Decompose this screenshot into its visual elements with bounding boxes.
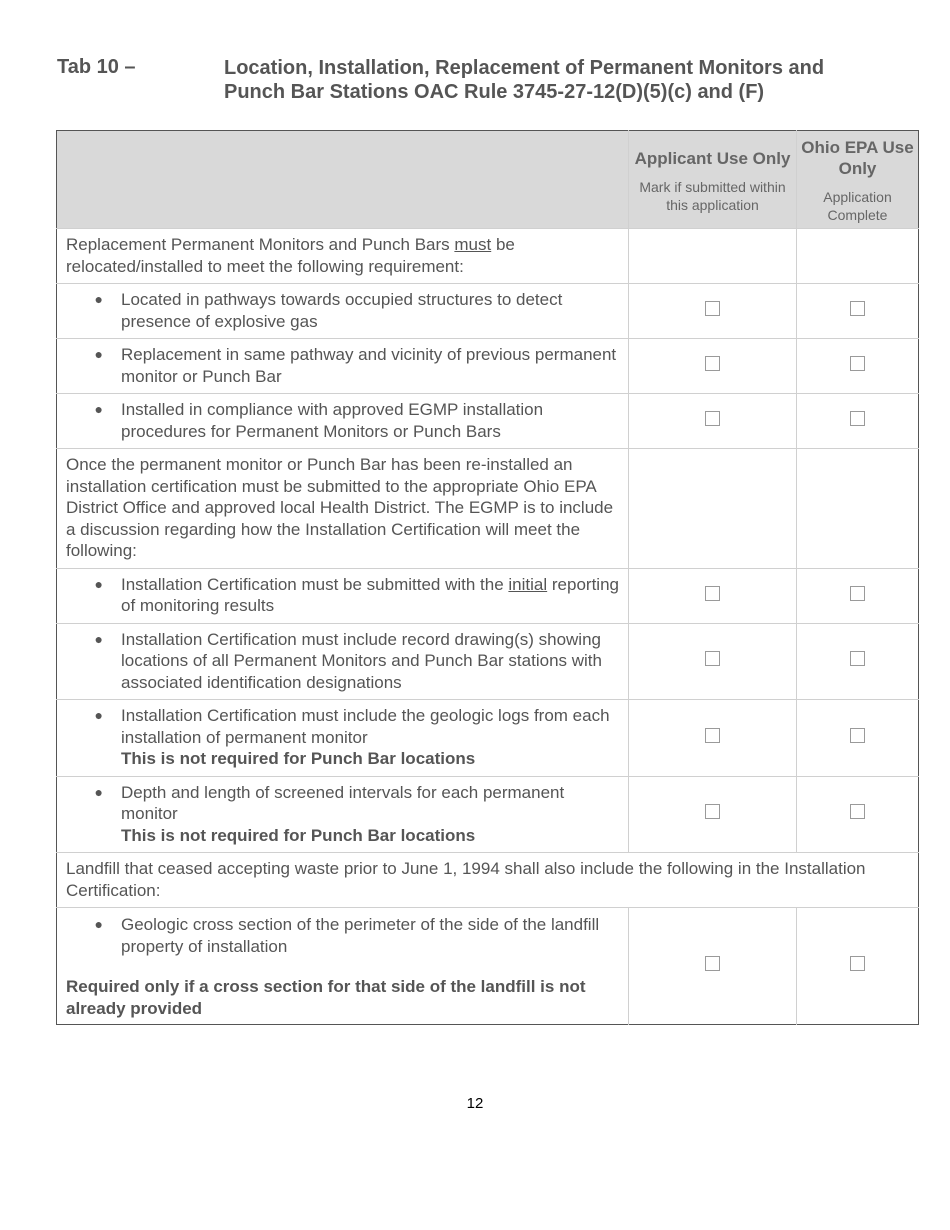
applicant-column-subtitle: Mark if submitted within this application [639,178,786,213]
page-number: 12 [466,1095,484,1112]
section2-intro: Once the permanent monitor or Punch Bar has been re-installed an installation certification must be submitted to the appropriate Ohio EPA District Office and approved local Health District. The EGMP is to include a discussion regarding how the Installation Certification will meet the following: [57,449,629,569]
applicant-column-title: Applicant Use Only [634,148,791,168]
empty-cell [629,229,797,284]
applicant-column-header [629,131,797,229]
epa-checkbox-cell [797,776,919,853]
applicant-checkbox-cell [629,339,797,394]
table-row [57,623,919,700]
empty-cell [797,449,919,569]
list-item: ● Installation Certification must include record drawing(s) showing locations of all Permanent Monitors and Punch Bar stations with associated identification designations [57,623,629,700]
bullet-icon: ● [94,575,103,592]
applicant-checkbox[interactable] [705,586,720,601]
table-row [57,568,919,623]
epa-checkbox[interactable] [850,356,865,371]
header-blank-cell [57,131,629,229]
title-line-2: Punch Bar Stations OAC Rule 3745-27-12(D)(5)(c) and (F) [224,81,765,103]
bullet-icon: ● [94,401,103,417]
applicant-checkbox[interactable] [705,356,720,371]
epa-column-subtitle: Application Complete [823,189,892,223]
applicant-checkbox-cell [629,700,797,777]
epa-column-header [797,131,919,229]
section1-intro: Replacement Permanent Monitors and Punch Bars must be relocated/installed to meet the following requirement: [57,229,629,284]
section3-intro-row [57,853,919,908]
epa-checkbox[interactable] [850,586,865,601]
table-row [57,339,919,394]
epa-checkbox-cell [797,623,919,700]
applicant-checkbox[interactable] [705,651,720,666]
applicant-checkbox-cell [629,776,797,853]
list-item: ● Replacement in same pathway and vicinity of previous permanent monitor or Punch Bar [57,339,629,394]
page-title [224,56,904,104]
epa-checkbox[interactable] [850,804,865,819]
bullet-icon: ● [94,916,103,932]
bullet-icon: ● [94,346,103,362]
table-header-row [57,131,919,229]
bullet-icon: ● [94,783,103,800]
epa-checkbox-cell [797,284,919,339]
title-line-1: Location, Installation, Replacement of Permanent Monitors and [224,57,825,79]
applicant-checkbox[interactable] [705,728,720,743]
bullet-icon: ● [94,707,103,723]
list-item: ● Installed in compliance with approved EGMP installation procedures for Permanent Monitors or Punch Bars [57,394,629,449]
empty-cell [629,449,797,569]
table-row [57,284,919,339]
epa-checkbox-cell [797,700,919,777]
applicant-checkbox[interactable] [705,956,720,971]
applicant-checkbox-cell [629,623,797,700]
table-row [57,776,919,853]
applicant-checkbox-cell [629,568,797,623]
epa-checkbox[interactable] [850,301,865,316]
table-row [57,394,919,449]
list-item: ● Located in pathways towards occupied structures to detect presence of explosive gas [57,284,629,339]
applicant-checkbox[interactable] [705,804,720,819]
epa-checkbox[interactable] [850,728,865,743]
list-item: ● Depth and length of screened intervals for each permanent monitor This is not required for Punch Bar locations [57,776,629,853]
applicant-checkbox[interactable] [705,301,720,316]
epa-column-title: Ohio EPA Use Only [801,138,914,178]
epa-checkbox[interactable] [850,411,865,426]
applicant-checkbox-cell [629,284,797,339]
applicant-checkbox[interactable] [705,411,720,426]
tab-label: Tab 10 – [57,56,136,78]
table-row [57,908,919,1025]
epa-checkbox-cell [797,394,919,449]
epa-checkbox-cell [797,568,919,623]
epa-checkbox-cell [797,339,919,394]
section3-note: Required only if a cross section for that side of the landfill is not already provided [66,977,586,1018]
epa-checkbox[interactable] [850,651,865,666]
section2-intro-row [57,449,919,569]
epa-checkbox[interactable] [850,956,865,971]
item-note: This is not required for Punch Bar locations [121,749,476,768]
bullet-icon: ● [94,291,103,307]
bullet-icon: ● [94,630,103,647]
section1-intro-row [57,229,919,284]
list-item: ● Installation Certification must be submitted with the initial reporting of monitoring results [57,568,629,623]
section3-intro: Landfill that ceased accepting waste prior to June 1, 1994 shall also include the following in the Installation Certification: [57,853,919,908]
checklist-table [56,130,919,1025]
table-row [57,700,919,777]
epa-checkbox-cell [797,908,919,1025]
applicant-checkbox-cell [629,908,797,1025]
list-item: ● Installation Certification must include the geologic logs from each installation of permanent monitor This is not required for Punch Bar locations [57,700,629,777]
empty-cell [797,229,919,284]
item-note: This is not required for Punch Bar locations [121,825,476,845]
section3-item: Geologic cross section of the perimeter of the side of the landfill property of installation [121,915,600,956]
list-item [57,908,629,1025]
applicant-checkbox-cell [629,394,797,449]
